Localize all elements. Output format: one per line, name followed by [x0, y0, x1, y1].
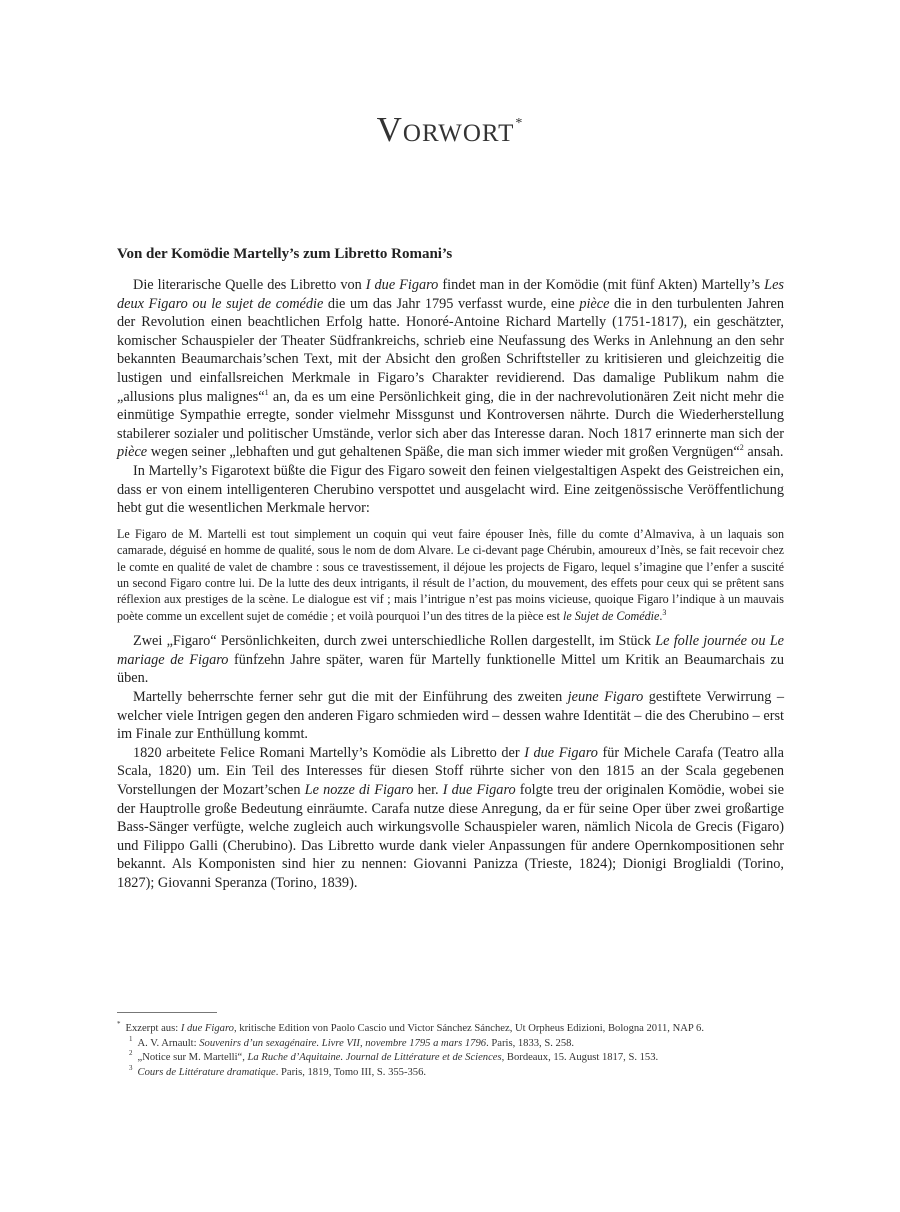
italic-title: le Sujet de Comédie — [562, 608, 660, 623]
text-run: ansah. — [743, 444, 784, 461]
paragraph-4 — [117, 688, 784, 744]
paragraph-1 — [117, 276, 784, 462]
italic-title: Le folle journée ou Le mariage de Figaro — [117, 633, 784, 668]
text-run: gestiftete Verwirrung – welcher viele Intrigen gegen den anderen Figaro schmieden wird – dessen wahre Identität – die des Cherubino – erst im Finale zur Enthüllung kommt. — [117, 688, 785, 743]
quote-paragraph — [117, 526, 784, 624]
page-title — [0, 110, 900, 150]
text-run: her. — [413, 781, 443, 798]
italic-word: pièce — [579, 295, 610, 312]
text-run: für Michele Carafa (Teatro alla Scala, 1820) um. Ein Teil des Interesses für diesen Stoff rührte sicher von den 1815 an der Scala gegebenen Vorstellungen der Mozart’schen — [117, 744, 784, 798]
text-run: Le Figaro de M. Martelli est tout simplement un coquin qui veut faire épouser Inès, fille du comte d’Almaviva, à un laquais son camarade, déguisé en homme de qualité, sous le nom de dom Alvare. Le ci-devant page Chérubin, amoureux d’Inès, se fait recevoir chez le comte en qualité de valet de chambre : sous ce travestissement, il déjoue les projects de Figaro, lequel s’imagine que l’enfer a suscité un second Figaro contre lui. De la lutte des deux intrigants, il résult de l’action, du mouvement, des effets pour ceux qui se prêtent sans réflexion aux prestiges de la scène. Le dialogue est vif ; mais l’intrigue n’est pas moins vicieuse, quoique Figaro l’indique à un mauvais poète comme un excellent sujet de comédie ; et voilà pourquoi l’un des titres de la pièce est — [117, 526, 784, 623]
text-run: fünfzehn Jahre später, waren für Martelly funktionelle Mittel um Kritik an Beaumarchais zu üben. — [117, 651, 784, 687]
title-text: Vorwort — [376, 110, 515, 149]
paragraph-3 — [117, 632, 784, 688]
italic-title: I due Figaro — [524, 744, 598, 761]
footnote-1 — [117, 1034, 784, 1052]
paragraph-5 — [117, 744, 784, 893]
footnote-mark: 2 — [129, 1049, 133, 1058]
italic-title: I due Figaro — [365, 277, 439, 293]
italic-title: I due Figaro — [442, 781, 516, 798]
section-heading: Von der Komödie Martelly’s zum Libretto Romani’s — [117, 246, 453, 262]
text-run: Die literarische Quelle des Libretto von — [133, 277, 366, 293]
footnote-ref-1[interactable]: 1 — [264, 387, 269, 397]
italic-title: La Ruche d’Aquitaine. Journal de Littérature et de Sciences — [247, 1052, 502, 1063]
text-run: 1820 arbeitete Felice Romani Martelly’s Komödie als Libretto der — [133, 744, 525, 761]
footnote-3 — [117, 1063, 784, 1081]
italic-word: pièce — [117, 444, 148, 461]
text-run: . — [659, 608, 663, 623]
text-run: an, da es um eine Persönlichkeit ging, die in der nachrevolutionären Zeit nicht mehr die einmütige Sympathie erregte, sonder vielmehr Missgunst und Kontroversen nährte. Durch die Wiederherstellung stabilerer sozialer und politischer Umstände, verlor sich aber das Interesse daran. Noch 1817 erinnerte man sich der — [117, 388, 785, 442]
text-run: die in den turbulenten Jahren der Revolution einen beachtlichen Erfolg hatte. Honoré-Antoine Richard Martelly (1751-1817), ein geschätzter, komischer Schauspieler der Theater Südfrankreichs, schrieb eine Neufassung des Werks in Anlehnung an den sehr bekannten Beaumarchais’schen Text, mit der Absicht den großen Schriftsteller zu kritisieren und gleichzeitig die lustigen und einfallsreichen Merkmale in Figaro’s Charakter revidierend. Das damalige Publikum nahm die „allusions plus malignes“ — [117, 295, 785, 405]
text-run: Martelly beherrschte ferner sehr gut die mit der Einführung des zweiten — [133, 688, 568, 705]
title-footnote-marker: * — [515, 116, 524, 131]
footnote-divider — [117, 1012, 217, 1013]
text-run: Zwei „Figaro“ Persönlichkeiten, durch zwei unterschiedliche Rollen dargestellt, im Stück — [133, 633, 656, 650]
italic-title: Souvenirs d’un sexagénaire. Livre VII, novembre 1795 a mars 1796 — [199, 1037, 487, 1049]
text-run: die um das Jahr 1795 verfasst wurde, eine — [323, 295, 580, 312]
body-text — [117, 276, 784, 892]
text-run: wegen seiner „lebhaften und gut gehaltenen Späße, die man sich immer wieder mit großen Vergnügen“ — [147, 444, 740, 461]
footnote-ref-2[interactable]: 2 — [739, 443, 744, 453]
italic-title: Le nozze di Figaro — [304, 781, 414, 798]
footnote-mark: * — [117, 1020, 121, 1029]
italic-title: Cours de Littérature dramatique — [137, 1066, 276, 1078]
footnote-2 — [117, 1051, 784, 1066]
text-run: findet man in der Komödie (mit fünf Akten) Martelly’s — [438, 277, 765, 293]
block-quote — [117, 526, 784, 624]
text-run: A. V. Arnault: — [137, 1037, 200, 1049]
paragraph-2: In Martelly’s Figarotext büßte die Figur des Figaro soweit den feinen vielgestaltigen Aspekt des Geistreichen ein, dass er von einem intelligenteren Cherubino verspottet und ausgelacht wird. Eine zeitgenössische Veröffentlichung hebt gut die wesentlichen Merkmale hervor: — [117, 462, 784, 517]
text-run: , Bordeaux, 15. August 1817, S. 153. — [501, 1052, 659, 1063]
italic-title: I due Figaro — [180, 1023, 234, 1034]
footnote-star — [117, 1022, 784, 1037]
footnote-ref-3[interactable]: 3 — [662, 607, 667, 617]
footnote-mark: 1 — [129, 1034, 133, 1043]
footnote-mark: 3 — [129, 1063, 133, 1072]
text-run: , kritische Edition von Paolo Cascio und Victor Sánchez Sánchez, Ut Orpheus Edizioni, Bologna 2011, NAP 6. — [233, 1023, 704, 1034]
text-run: folgte treu der originalen Komödie, wobei sie der Hauptrolle große Bedeutung einräumte. Carafa nutze diese Anregung, da er für seine Oper über zwei großartige Bass-Sänger verfügte, welche zugleich auch wirkungsvolle Schauspieler waren, nämlich Nicola de Grecis (Figaro) und Filippo Galli (Cherubino). Das Libretto wurde dank vieler Anpassungen für andere Opernkompositionen sehr bekannt. Als Komponisten sind hier zu nennen: Giovanni Panizza (Trieste, 1824); Dionigi Broglialdi (Torino, 1827); Giovanni Speranza (Torino, 1839). — [117, 781, 784, 891]
text-run: „Notice sur M. Martelli“, — [137, 1052, 248, 1063]
text-run: . Paris, 1819, Tomo III, S. 355-356. — [275, 1066, 427, 1078]
text-run: Exzerpt aus: — [125, 1023, 181, 1034]
text-run: . Paris, 1833, S. 258. — [486, 1037, 575, 1049]
footnotes — [117, 1022, 784, 1080]
italic-title: Les deux Figaro ou le sujet de comédie — [117, 277, 784, 312]
italic-word: jeune Figaro — [567, 688, 644, 705]
